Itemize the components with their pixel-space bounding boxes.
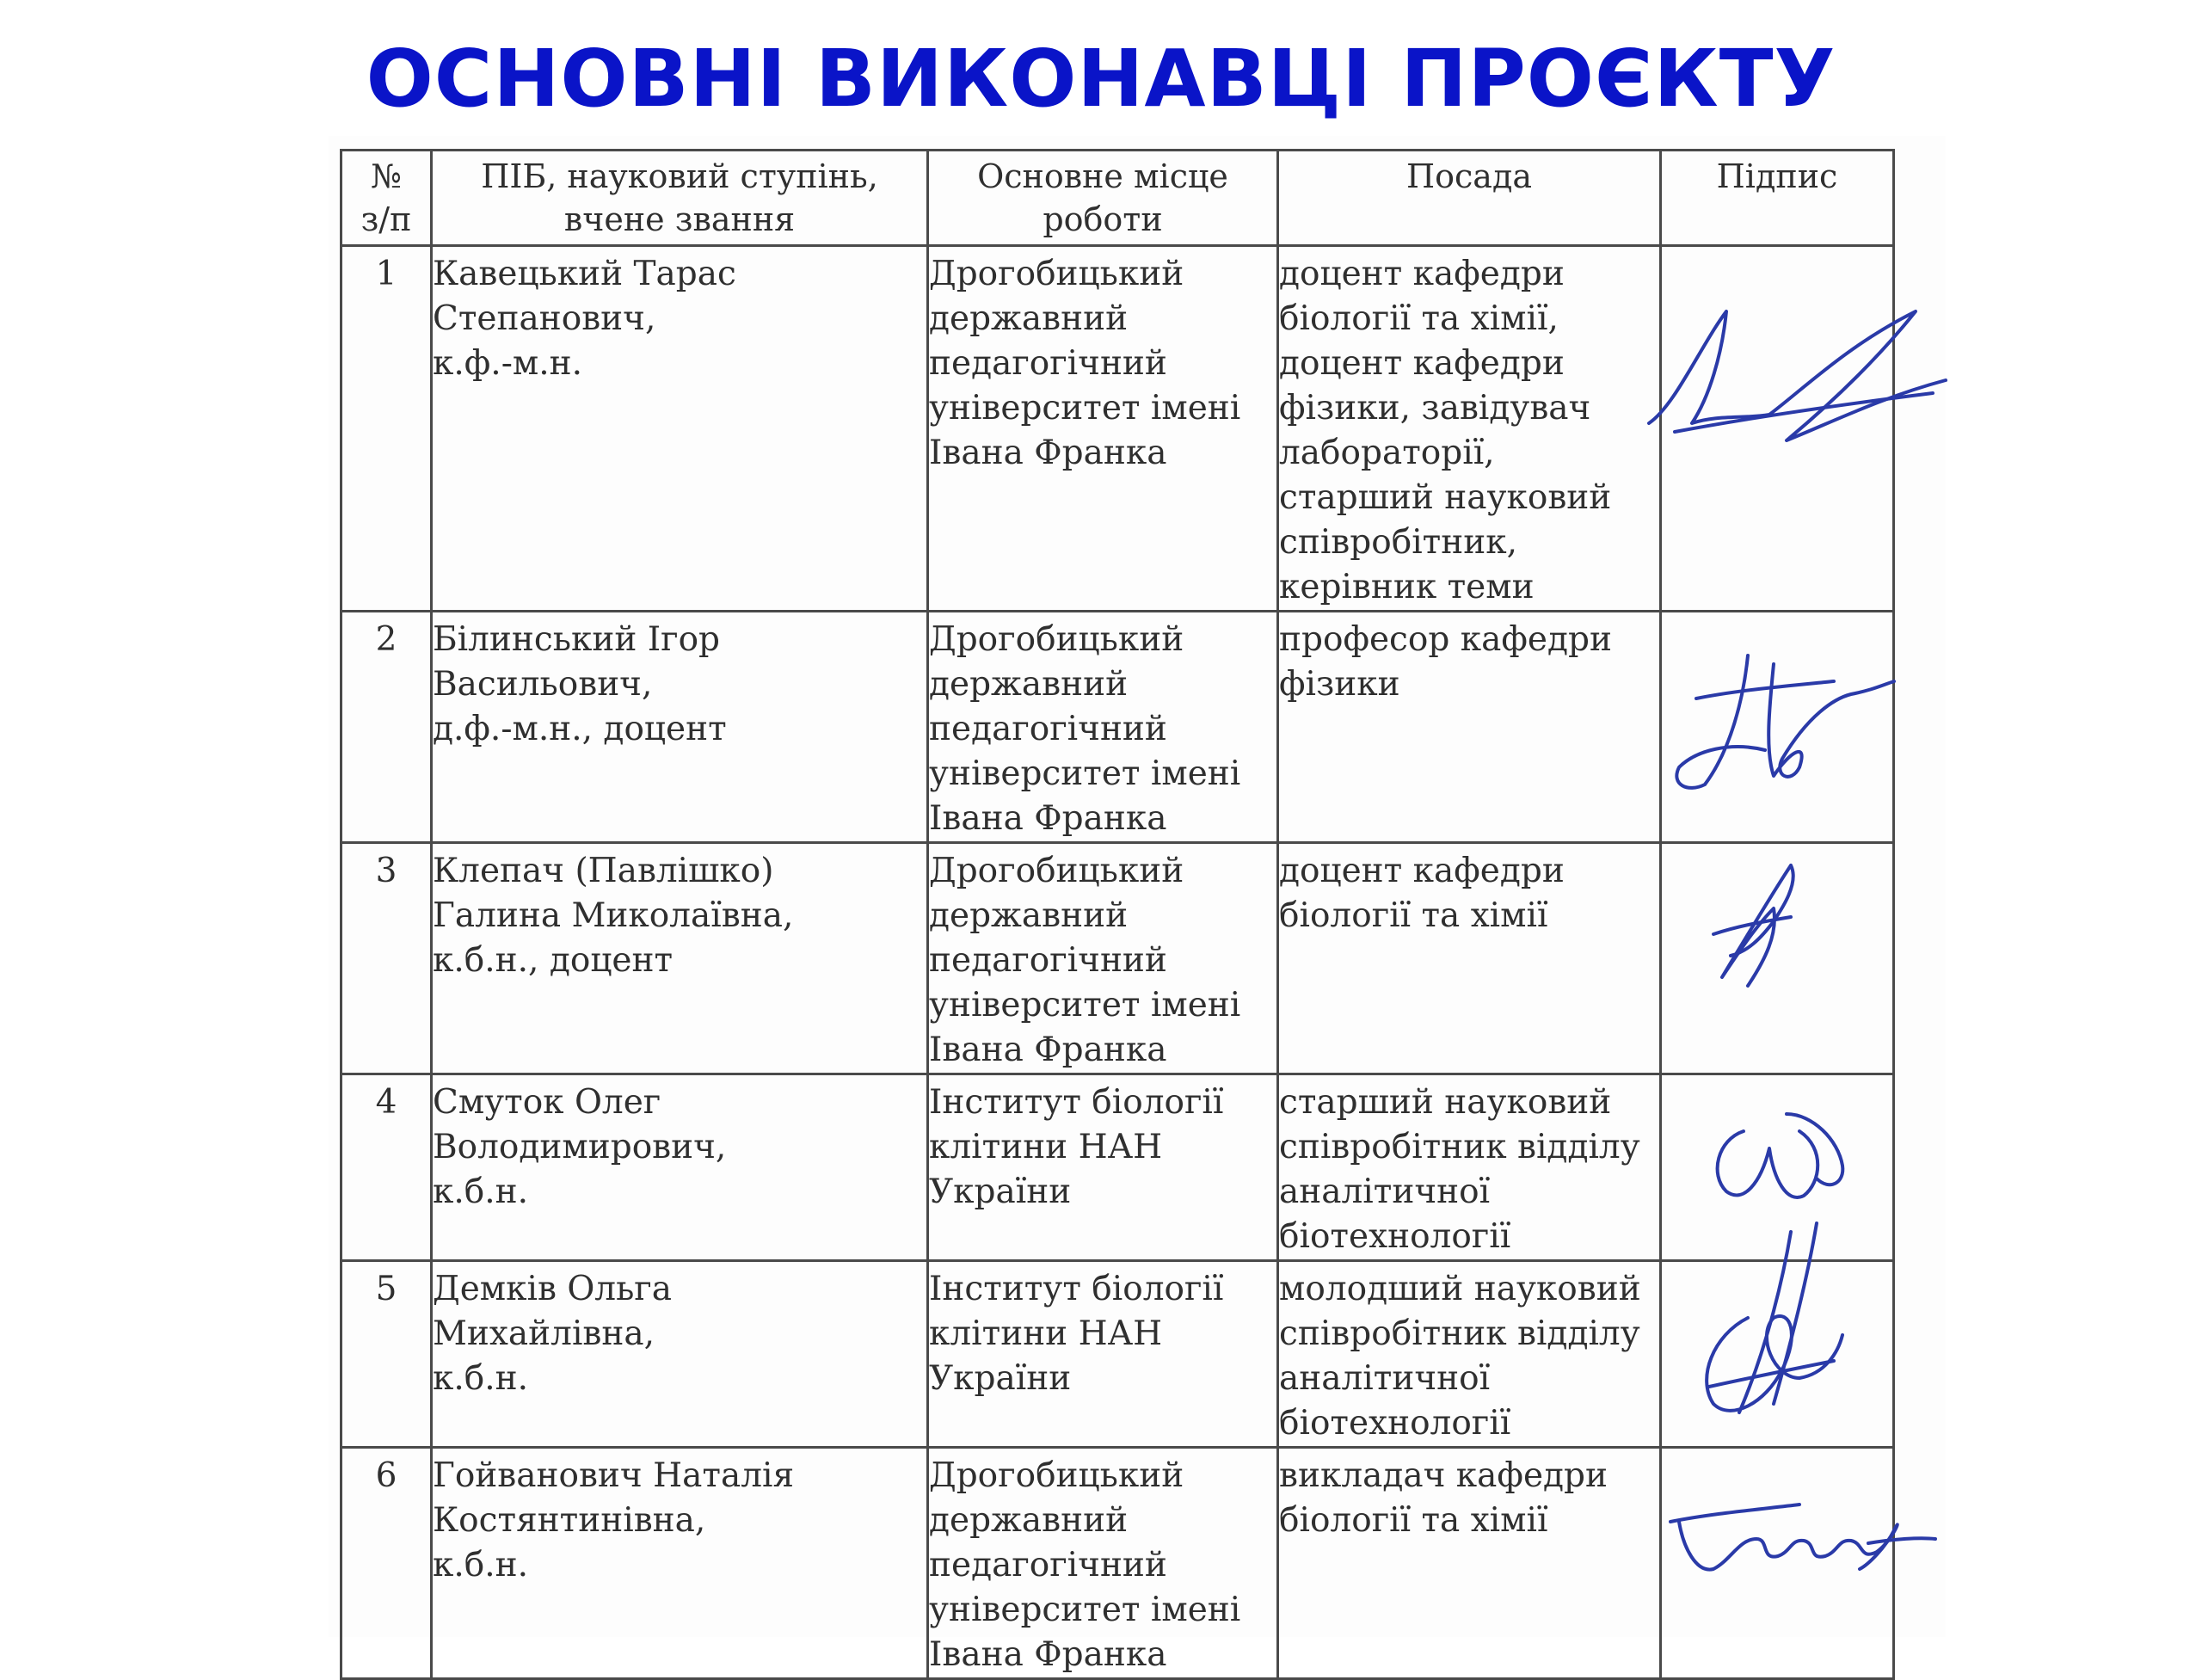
text-line: педагогічний — [929, 1546, 1167, 1585]
header-line: вчене звання — [563, 200, 796, 238]
text-line: співробітник відділу — [1279, 1128, 1640, 1166]
header-line: роботи — [1043, 200, 1163, 238]
table-row — [341, 246, 1894, 612]
text-line: Дрогобицький — [929, 1456, 1184, 1495]
text-line: Костянтинівна, — [433, 1501, 706, 1540]
header-line: Основне місце — [977, 157, 1228, 195]
text-line: Смуток Олег — [433, 1083, 661, 1122]
text-line: співробітник відділу — [1279, 1314, 1640, 1353]
text-line: України — [929, 1172, 1072, 1211]
text-line: лабораторії, — [1279, 434, 1495, 472]
text-line: державний — [929, 896, 1129, 935]
signature-cell — [1661, 1261, 1894, 1448]
header-position — [1278, 151, 1661, 246]
text-line: державний — [929, 1501, 1129, 1540]
text-line: старший науковий — [1279, 478, 1612, 517]
text-line: біології та хімії — [1279, 896, 1548, 935]
text-line: доцент кафедри — [1279, 255, 1565, 293]
member-position — [1278, 843, 1661, 1074]
signature-1 — [1640, 294, 1950, 466]
member-position — [1278, 612, 1661, 843]
text-line: к.б.н. — [433, 1172, 529, 1211]
text-line: викладач кафедри — [1279, 1456, 1608, 1495]
text-line: к.б.н. — [433, 1546, 529, 1585]
row-number: 4 — [341, 1074, 432, 1261]
text-line: фізики, завідувач — [1279, 389, 1591, 428]
text-line: біотехнології — [1279, 1404, 1511, 1443]
header-number — [341, 151, 432, 246]
page-title: ОСНОВНІ ВИКОНАВЦІ ПРОЄКТУ — [366, 33, 1836, 125]
text-line: Дрогобицький — [929, 852, 1184, 890]
signature-2 — [1662, 647, 1903, 802]
header-workplace — [928, 151, 1278, 246]
member-name — [432, 1074, 928, 1261]
text-line: аналітичної — [1279, 1172, 1491, 1211]
text-line: Дрогобицький — [929, 620, 1184, 659]
text-line: університет імені — [929, 754, 1241, 793]
header-signature — [1661, 151, 1894, 246]
signature-cell — [1661, 1448, 1894, 1679]
table-row — [341, 1448, 1894, 1679]
text-line: університет імені — [929, 986, 1241, 1025]
member-name — [432, 1261, 928, 1448]
member-workplace — [928, 843, 1278, 1074]
text-line: співробітник, — [1279, 523, 1517, 562]
text-line: Степанович, — [433, 299, 656, 338]
text-line: біології та хімії, — [1279, 299, 1559, 338]
text-line: педагогічний — [929, 344, 1167, 383]
text-line: молодший науковий — [1279, 1270, 1641, 1308]
member-name — [432, 843, 928, 1074]
header-line: Підпис — [1716, 157, 1838, 195]
header-name — [432, 151, 928, 246]
signature-cell — [1661, 843, 1894, 1074]
text-line: біотехнології — [1279, 1217, 1511, 1256]
text-line: педагогічний — [929, 941, 1167, 980]
project-members-table — [340, 149, 1895, 1680]
text-line: педагогічний — [929, 710, 1167, 748]
header-line: ПІБ, науковий ступінь, — [481, 157, 878, 195]
text-line: Кавецький Тарас — [433, 255, 736, 293]
member-workplace — [928, 1261, 1278, 1448]
text-line: фізики — [1279, 665, 1400, 704]
member-workplace — [928, 1074, 1278, 1261]
text-line: Васильович, — [433, 665, 653, 704]
header-line: Посада — [1405, 157, 1532, 195]
text-line: Інститут біології — [929, 1270, 1224, 1308]
text-line: біології та хімії — [1279, 1501, 1548, 1540]
text-line: університет імені — [929, 389, 1241, 428]
signature-4 — [1701, 1097, 1855, 1226]
row-number: 5 — [341, 1261, 432, 1448]
table-row — [341, 1074, 1894, 1261]
text-line: Івана Франка — [929, 799, 1167, 838]
member-workplace — [928, 612, 1278, 843]
text-line: державний — [929, 665, 1129, 704]
member-position — [1278, 1448, 1661, 1679]
text-line: доцент кафедри — [1279, 852, 1565, 890]
signature-cell — [1661, 246, 1894, 612]
text-line: д.ф.-м.н., доцент — [433, 710, 727, 748]
signature-3 — [1696, 857, 1834, 994]
member-position — [1278, 246, 1661, 612]
text-line: професор кафедри — [1279, 620, 1612, 659]
table-row — [341, 612, 1894, 843]
text-line: клітини НАН — [929, 1314, 1163, 1353]
text-line: Дрогобицький — [929, 255, 1184, 293]
signature-5 — [1688, 1215, 1885, 1438]
member-position — [1278, 1261, 1661, 1448]
text-line: Івана Франка — [929, 1031, 1167, 1069]
text-line: к.б.н. — [433, 1359, 529, 1398]
signature-cell — [1661, 612, 1894, 843]
row-number: 6 — [341, 1448, 432, 1679]
text-line: клітини НАН — [929, 1128, 1163, 1166]
text-line: аналітичної — [1279, 1359, 1491, 1398]
member-workplace — [928, 246, 1278, 612]
text-line: Гойванович Наталія — [433, 1456, 795, 1495]
text-line: університет імені — [929, 1591, 1241, 1629]
text-line: України — [929, 1359, 1072, 1398]
text-line: Демків Ольга — [433, 1270, 672, 1308]
row-number: 1 — [341, 246, 432, 612]
table-header-row — [341, 151, 1894, 246]
text-line: старший науковий — [1279, 1083, 1612, 1122]
text-line: Михайлівна, — [433, 1314, 655, 1353]
member-name — [432, 1448, 928, 1679]
text-line: Галина Миколаївна, — [433, 896, 794, 935]
text-line: Інститут біології — [929, 1083, 1224, 1122]
text-line: державний — [929, 299, 1129, 338]
text-line: к.ф.-м.н. — [433, 344, 582, 383]
text-line: доцент кафедри — [1279, 344, 1565, 383]
text-line: Білинський Ігор — [433, 620, 721, 659]
text-line: керівник теми — [1279, 568, 1535, 606]
member-name — [432, 612, 928, 843]
member-position — [1278, 1074, 1661, 1261]
header-line: з/п — [360, 200, 412, 238]
signature-6 — [1662, 1487, 1937, 1599]
text-line: Володимирович, — [433, 1128, 727, 1166]
text-line: Івана Франка — [929, 1635, 1167, 1674]
text-line: Івана Франка — [929, 434, 1167, 472]
table-row — [341, 843, 1894, 1074]
header-line: № — [371, 157, 402, 195]
table-row — [341, 1261, 1894, 1448]
text-line: Клепач (Павлішко) — [433, 852, 774, 890]
member-workplace — [928, 1448, 1278, 1679]
row-number: 2 — [341, 612, 432, 843]
member-name — [432, 246, 928, 612]
row-number: 3 — [341, 843, 432, 1074]
text-line: к.б.н., доцент — [433, 941, 674, 980]
